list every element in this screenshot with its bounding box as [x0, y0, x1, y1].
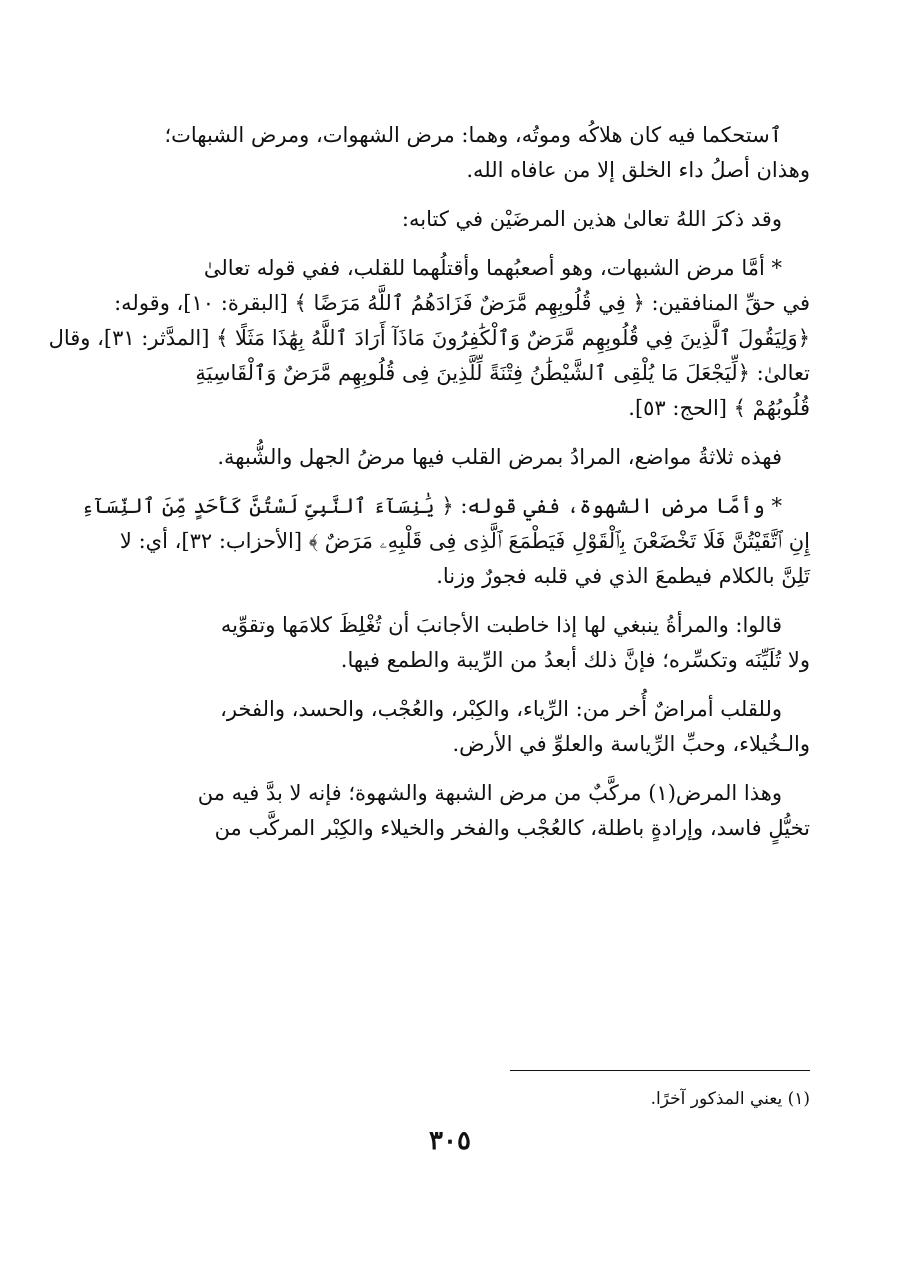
- text-line: إِنِ ٱتَّقَيْتُنَّ فَلَا تَخْضَعْنَ بِٱلْقَوْلِ فَيَطْمَعَ ٱلَّذِى فِى قَلْبِهِۦ مَرَضٌ ﴾ [الأحزاب: ٣٢]، أي: لا: [119, 529, 810, 553]
- text-line: ٱستحكما فيه كان هلاكُه وموتُه، وهما: مرض الشهوات، ومرض الشبهات؛: [164, 123, 782, 147]
- text-line: * وأمَّا مرض الشهوة، ففي قوله: ﴿ يَٰنِسَآءَ ٱلنَّبِىِّ لَسْتُنَّ كَأَحَدٍ مِّنَ ٱلنِّسَآءِ: [81, 494, 782, 518]
- text-line: ﴿وَلِيَقُولَ ٱلَّذِينَ فِي قُلُوبِهِم مَّرَضٌ وَٱلْكَٰفِرُونَ مَاذَآ أَرَادَ ٱللَّهُ بِهَٰذَا مَثَلًا ﴾ [المدَّثر: ٣١]، وقال: [48, 326, 810, 350]
- text-line: تخيُّلٍ فاسد، وإرادةٍ باطلة، كالعُجْب والفخر والخيلاء والكِبْر المركَّب من: [214, 816, 810, 840]
- text-line: في حقِّ المنافقين: ﴿ فِي قُلُوبِهِم مَّرَضٌ فَزَادَهُمُ ٱللَّهُ مَرَضًا ﴾ [البقرة: ١٠]، وقوله:: [114, 291, 810, 315]
- paragraph: [106, 202, 810, 237]
- paragraph: [106, 440, 810, 475]
- text-line: وقد ذكرَ اللهُ تعالىٰ هذين المرضَيْن في كتابه:: [401, 207, 782, 231]
- text-line: وهذا المرض(١) مركَّبٌ من مرض الشبهة والشهوة؛ فإنه لا بدَّ فيه من: [197, 781, 782, 805]
- text-line: وللقلب أمراضٌ أُخر من: الرِّياء، والكِبْر، والعُجْب، والحسد، والفخر،: [220, 697, 782, 721]
- text-line: وهذان أصلُ داء الخلق إلا من عافاه الله.: [466, 158, 810, 182]
- text-line: فهذه ثلاثةُ مواضع، المرادُ بمرض القلب فيها مرضُ الجهل والشُّبهة.: [217, 445, 782, 469]
- page-number: ٣٠٥: [429, 1126, 471, 1156]
- paragraph: [106, 776, 810, 846]
- paragraph: [106, 608, 810, 678]
- paragraph: [48, 251, 810, 426]
- footnote: (١) يعني المذكور آخرًا.: [650, 1089, 810, 1109]
- text-line: ولا تُلَيِّنَه وتكسِّره؛ فإنَّ ذلك أبعدُ من الرِّيبة والطمع فيها.: [340, 648, 810, 672]
- footnote-divider: [510, 1070, 810, 1071]
- paragraph: [106, 692, 810, 762]
- page-body: [48, 118, 810, 860]
- text-line: تعالىٰ: ﴿لِّيَجْعَلَ مَا يُلْقِى ٱلشَّيْطَٰنُ فِتْنَةً لِّلَّذِينَ فِى قُلُوبِهِم مَّرَضٌ وَٱلْقَاسِيَةِ: [195, 361, 810, 385]
- text-line: * أمَّا مرض الشبهات، وهو أصعبُهما وأقتلُهما للقلب، ففي قوله تعالىٰ: [203, 256, 782, 280]
- paragraph: [81, 489, 810, 594]
- text-line: تَلِنَّ بالكلام فيطمعَ الذي في قلبه فجورٌ وزنا.: [436, 564, 810, 588]
- paragraph: [106, 118, 810, 188]
- text-line: قالوا: والمرأةُ ينبغي لها إذا خاطبت الأجانبَ أن تُغْلِظَ كلامَها وتقوِّيه: [220, 613, 782, 637]
- text-line: قُلُوبُهُمْ ﴾ [الحج: ٥٣].: [628, 396, 810, 420]
- text-line: والـخُيلاء، وحبِّ الرِّياسة والعلوِّ في الأرض.: [452, 732, 810, 756]
